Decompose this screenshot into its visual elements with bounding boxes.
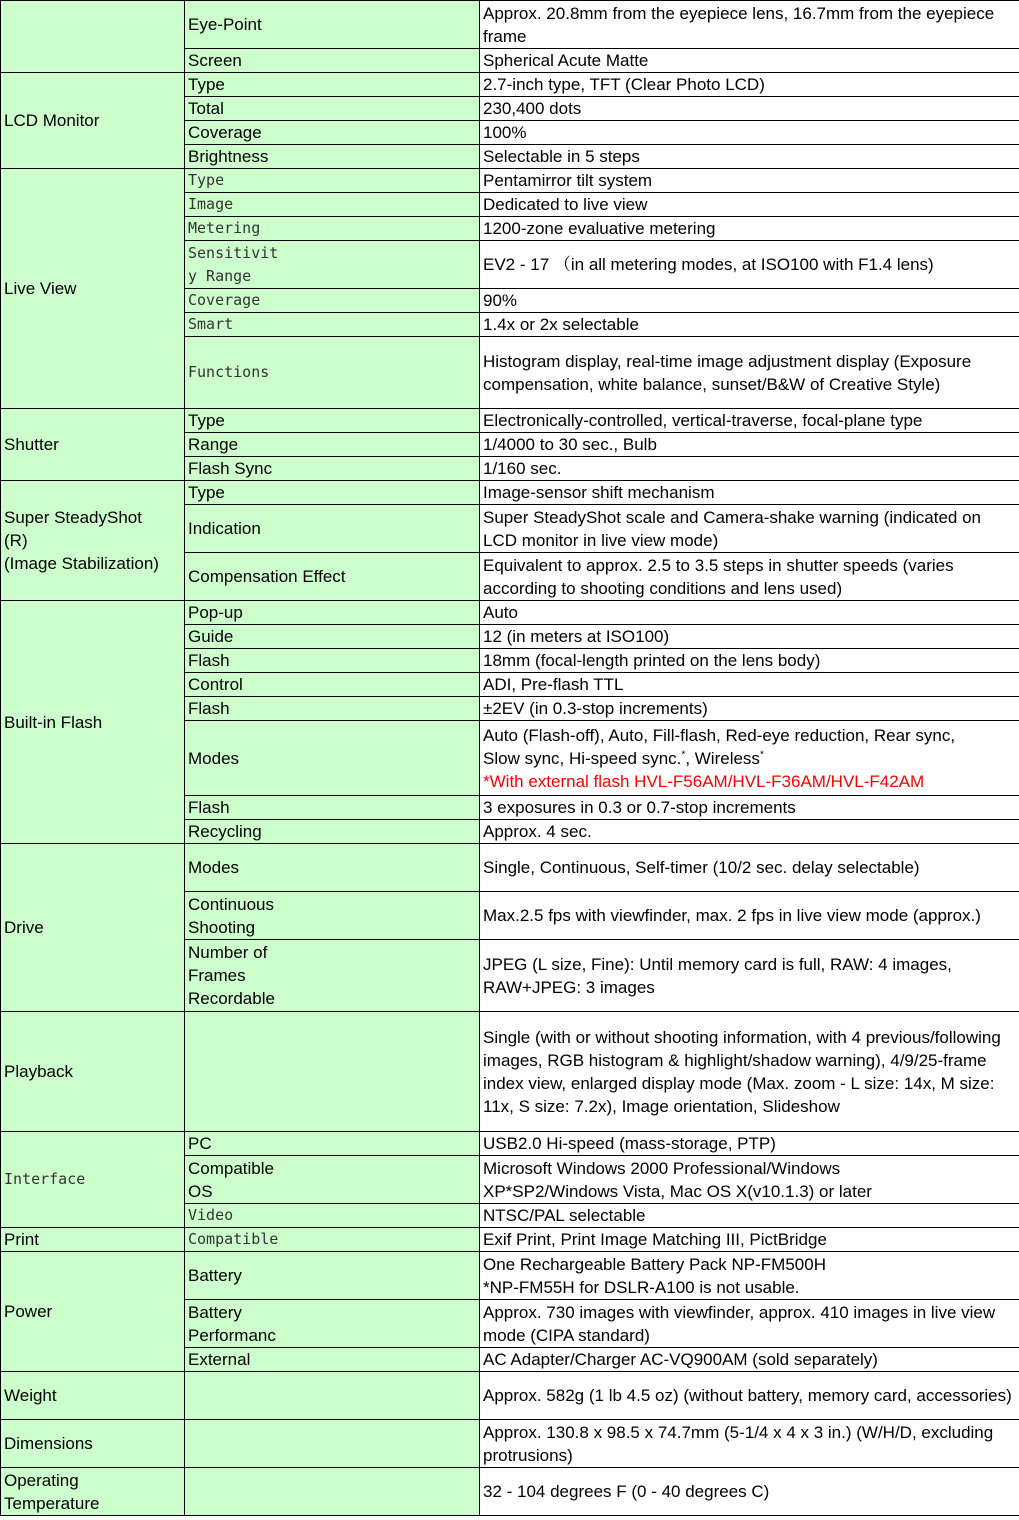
spec-value-flash-coverage: 18mm (focal-length printed on the lens body) — [480, 649, 1019, 673]
spec-label-interface-video: Video — [185, 1204, 480, 1228]
spec-label-print-compatible: Compatible — [185, 1228, 480, 1252]
value-line: *NP-FM55H for DSLR-A100 is not usable. — [483, 1277, 800, 1297]
category-power: Power — [1, 1252, 185, 1372]
category-live-view: Live View — [1, 169, 185, 409]
footnote-mark: * — [759, 748, 764, 760]
label-line: Number of — [188, 943, 268, 962]
spec-label-shutter-type: Type — [185, 409, 480, 433]
spec-label-power-performance — [185, 1300, 480, 1348]
value-line: Microsoft Windows 2000 Professional/Windows — [483, 1158, 841, 1178]
table-row — [1, 1468, 1019, 1516]
spec-value-flash-recycling: Approx. 4 sec. — [480, 820, 1019, 844]
spec-label-lv-coverage: Coverage — [185, 289, 480, 313]
value-line: One Rechargeable Battery Pack NP-FM500H — [483, 1254, 826, 1274]
spec-value-playback: Single (with or without shooting information, with 4 previous/following images, RGB histogram & highlight/shadow warning), 4/9/25-frame index view, enlarged display mode (Max. zoom - L size: 14x, M size: 11x, S size: 7.2x), Image orientation, Slideshow — [480, 1012, 1019, 1132]
modes-text: , Wireless — [685, 748, 760, 768]
category-built-in-flash: Built-in Flash — [1, 601, 185, 844]
label-line: Recordable — [188, 989, 275, 1008]
table-row — [1, 601, 1019, 625]
spec-value-lv-metering: 1200-zone evaluative metering — [480, 217, 1019, 241]
spec-label-shutter-range: Range — [185, 433, 480, 457]
modes-text: Slow sync, Hi-speed sync. — [483, 748, 682, 768]
spec-value-interface-os — [480, 1156, 1019, 1204]
spec-value-weight: Approx. 582g (1 lb 4.5 oz) (without battery, memory card, accessories) — [480, 1372, 1019, 1420]
table-row — [1, 1012, 1019, 1132]
label-line: Continuous — [188, 894, 275, 914]
spec-label-flash-coverage: Flash — [185, 649, 480, 673]
spec-value-flash-popup: Auto — [480, 601, 1019, 625]
category-drive: Drive — [1, 844, 185, 1012]
category-line: Temperature — [4, 1493, 100, 1513]
table-row — [1, 169, 1019, 193]
spec-label-lv-functions: Functions — [185, 337, 480, 409]
category-dimensions: Dimensions — [1, 1420, 185, 1468]
category-super-steadyshot — [1, 481, 185, 601]
spec-label-lv-metering: Metering — [185, 217, 480, 241]
spec-value-print: Exif Print, Print Image Matching III, PictBridge — [480, 1228, 1019, 1252]
spec-value-lv-functions: Histogram display, real-time image adjustment display (Exposure compensation, white balance, sunset/B&W of Creative Style) — [480, 337, 1019, 409]
spec-value-lcd-brightness: Selectable in 5 steps — [480, 145, 1019, 169]
spec-value-shutter-range: 1/4000 to 30 sec., Bulb — [480, 433, 1019, 457]
spec-label-flash-compensation: Flash — [185, 697, 480, 721]
table-row — [1, 1252, 1019, 1300]
spec-value-flash-compensation: ±2EV (in 0.3-stop increments) — [480, 697, 1019, 721]
spec-label-flash-control: Control — [185, 673, 480, 697]
spec-value-ss-compensation: Equivalent to approx. 2.5 to 3.5 steps in shutter speeds (varies according to shooting conditions and lens used) — [480, 553, 1019, 601]
spec-label-flash-bracketing: Flash — [185, 796, 480, 820]
modes-line: Auto (Flash-off), Auto, Fill-flash, Red-eye reduction, Rear sync, — [483, 725, 956, 745]
category-print: Print — [1, 1228, 185, 1252]
spec-value-dimensions: Approx. 130.8 x 98.5 x 74.7mm (5-1/4 x 4 x 3 in.) (W/H/D, excluding protrusions) — [480, 1420, 1019, 1468]
spec-label-drive-continuous — [185, 892, 480, 940]
table-row — [1, 1372, 1019, 1420]
spec-label-flash-modes: Modes — [185, 721, 480, 796]
spec-label-interface-os — [185, 1156, 480, 1204]
spec-value-lv-sensitivity: EV2 - 17 （in all metering modes, at ISO100 with F1.4 lens) — [480, 241, 1019, 289]
spec-value-lv-coverage: 90% — [480, 289, 1019, 313]
label-line: OS — [188, 1181, 213, 1201]
spec-label-temperature-empty — [185, 1468, 480, 1516]
category-lcd-monitor: LCD Monitor — [1, 73, 185, 169]
spec-label-shutter-flash-sync: Flash Sync — [185, 457, 480, 481]
table-row — [1, 73, 1019, 97]
spec-label-lv-type: Type — [185, 169, 480, 193]
spec-value-temperature: 32 - 104 degrees F (0 - 40 degrees C) — [480, 1468, 1019, 1516]
label-line: Frames — [188, 966, 246, 985]
spec-value-flash-guide: 12 (in meters at ISO100) — [480, 625, 1019, 649]
spec-label-dimensions-empty — [185, 1420, 480, 1468]
spec-label-power-battery: Battery — [185, 1252, 480, 1300]
spec-value-ss-indication: Super SteadyShot scale and Camera-shake warning (indicated on LCD monitor in live view mode) — [480, 505, 1019, 553]
category-weight: Weight — [1, 1372, 185, 1420]
spec-value-lv-smart: 1.4x or 2x selectable — [480, 313, 1019, 337]
spec-value-eye-point: Approx. 20.8mm from the eyepiece lens, 16.7mm from the eyepiece frame — [480, 1, 1019, 49]
category-line: Super SteadyShot — [4, 508, 142, 527]
footnote-mark: * — [681, 748, 686, 760]
spec-label-playback-empty — [185, 1012, 480, 1132]
spec-value-interface-pc: USB2.0 Hi-speed (mass-storage, PTP) — [480, 1132, 1019, 1156]
spec-label-weight-empty — [185, 1372, 480, 1420]
table-row — [1, 481, 1019, 505]
label-line: Performanc — [188, 1325, 276, 1345]
spec-label-ss-indication: Indication — [185, 505, 480, 553]
spec-label-interface-pc: PC — [185, 1132, 480, 1156]
category-cell-viewfinder — [1, 1, 185, 73]
category-interface: Interface — [1, 1132, 185, 1228]
spec-label-lv-sensitivity — [185, 241, 480, 289]
category-line: (R) — [4, 531, 28, 550]
category-shutter: Shutter — [1, 409, 185, 481]
value-line: XP*SP2/Windows Vista, Mac OS X(v10.1.3) or later — [483, 1181, 872, 1201]
spec-value-lcd-coverage: 100% — [480, 121, 1019, 145]
spec-label-ss-compensation: Compensation Effect — [185, 553, 480, 601]
category-operating-temperature — [1, 1468, 185, 1516]
external-flash-note: *With external flash HVL-F56AM/HVL-F36AM/HVL-F42AM — [483, 771, 925, 791]
spec-label-flash-popup: Pop-up — [185, 601, 480, 625]
spec-value-lv-type: Pentamirror tilt system — [480, 169, 1019, 193]
label-line: Sensitivit — [188, 243, 279, 262]
label-line: Compatible — [188, 1158, 274, 1178]
spec-value-shutter-flash-sync: 1/160 sec. — [480, 457, 1019, 481]
table-row — [1, 1420, 1019, 1468]
spec-value-lcd-total: 230,400 dots — [480, 97, 1019, 121]
modes-line — [483, 747, 1016, 770]
spec-value-drive-modes: Single, Continuous, Self-timer (10/2 sec. delay selectable) — [480, 844, 1019, 892]
spec-label-flash-recycling: Recycling — [185, 820, 480, 844]
spec-label-drive-modes: Modes — [185, 844, 480, 892]
table-row — [1, 1, 1019, 49]
spec-value-screen: Spherical Acute Matte — [480, 49, 1019, 73]
spec-value-power-performance: Approx. 730 images with viewfinder, approx. 410 images in live view mode (CIPA standard) — [480, 1300, 1019, 1348]
label-line: Battery — [188, 1302, 242, 1322]
label-line: Shooting — [188, 917, 256, 937]
spec-label-lcd-brightness: Brightness — [185, 145, 480, 169]
spec-value-power-battery — [480, 1252, 1019, 1300]
spec-label-flash-guide: Guide — [185, 625, 480, 649]
spec-value-flash-bracketing: 3 exposures in 0.3 or 0.7-stop increments — [480, 796, 1019, 820]
table-row — [1, 844, 1019, 892]
spec-label-ss-type: Type — [185, 481, 480, 505]
category-playback: Playback — [1, 1012, 185, 1132]
spec-label-eye-point: Eye-Point — [185, 1, 480, 49]
spec-label-lv-smart: Smart — [185, 313, 480, 337]
spec-value-drive-frames: JPEG (L size, Fine): Until memory card is full, RAW: 4 images, RAW+JPEG: 3 images — [480, 940, 1019, 1012]
spec-value-flash-control: ADI, Pre-flash TTL — [480, 673, 1019, 697]
spec-value-flash-modes — [480, 721, 1019, 796]
spec-value-shutter-type: Electronically-controlled, vertical-traverse, focal-plane type — [480, 409, 1019, 433]
table-row — [1, 1228, 1019, 1252]
category-line: (Image Stabilization) — [4, 554, 159, 573]
spec-value-ss-type: Image-sensor shift mechanism — [480, 481, 1019, 505]
spec-label-lcd-type: Type — [185, 73, 480, 97]
spec-label-power-external: External — [185, 1348, 480, 1372]
label-line: y Range — [188, 266, 252, 285]
spec-label-lv-image: Image — [185, 193, 480, 217]
table-row — [1, 409, 1019, 433]
spec-label-drive-frames — [185, 940, 480, 1012]
spec-value-interface-video: NTSC/PAL selectable — [480, 1204, 1019, 1228]
spec-label-lcd-total: Total — [185, 97, 480, 121]
spec-value-drive-continuous: Max.2.5 fps with viewfinder, max. 2 fps in live view mode (approx.) — [480, 892, 1019, 940]
spec-value-lv-image: Dedicated to live view — [480, 193, 1019, 217]
category-line: Operating — [4, 1470, 79, 1490]
spec-value-power-external: AC Adapter/Charger AC-VQ900AM (sold separately) — [480, 1348, 1019, 1372]
table-row — [1, 1132, 1019, 1156]
spec-label-lcd-coverage: Coverage — [185, 121, 480, 145]
spec-value-lcd-type: 2.7-inch type, TFT (Clear Photo LCD) — [480, 73, 1019, 97]
spec-label-screen: Screen — [185, 49, 480, 73]
